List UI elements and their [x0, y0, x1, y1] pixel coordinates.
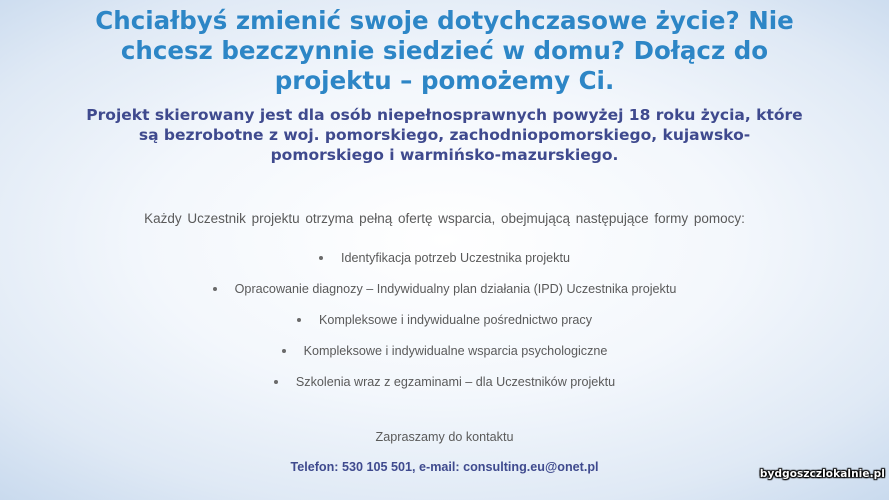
headline [60, 6, 829, 96]
list-item [0, 242, 889, 273]
subheadline-line: są bezrobotne z woj. pomorskiego, zachodniopomorskiego, kujawsko- [138, 126, 751, 144]
list-item [0, 273, 889, 304]
headline-line: projektu – pomożemy Ci. [274, 66, 615, 95]
headline-line: Chciałbyś zmienić swoje dotychczasowe życie? Nie [95, 6, 794, 35]
site-watermark: bydgoszczlokalnie.pl [759, 468, 885, 480]
bullet-icon [319, 256, 323, 260]
subheadline [60, 105, 829, 165]
list-item [0, 366, 889, 397]
support-forms-list [0, 242, 889, 397]
subheadline-line: pomorskiego i warmińsko-mazurskiego. [270, 146, 619, 164]
bullet-icon [282, 349, 286, 353]
list-item-label: Opracowanie diagnozy – Indywidualny plan działania (IPD) Uczestnika projektu [234, 281, 677, 296]
headline-line: chcesz bezczynnie siedzieć w domu? Dołącz do [120, 36, 769, 65]
invite-text: Zapraszamy do kontaktu [375, 430, 514, 444]
list-item-label: Kompleksowe i indywidualne wsparcia psychologiczne [303, 343, 608, 358]
intro-text: Każdy Uczestnik projektu otrzyma pełną ofertę wsparcia, obejmującą następujące formy pomocy: [144, 211, 745, 226]
list-item-label: Kompleksowe i indywidualne pośrednictwo pracy [318, 312, 592, 327]
bullet-icon [297, 318, 301, 322]
bullet-icon [213, 287, 217, 291]
bullet-icon [274, 380, 278, 384]
subheadline-line: Projekt skierowany jest dla osób niepełnosprawnych powyżej 18 roku życia, które [86, 106, 803, 124]
list-item-label: Identyfikacja potrzeb Uczestnika projektu [341, 250, 570, 265]
list-item [0, 304, 889, 335]
list-item [0, 335, 889, 366]
list-item-label: Szkolenia wraz z egzaminami – dla Uczestników projektu [295, 374, 616, 389]
contact-info: Telefon: 530 105 501, e-mail: consulting.eu@onet.pl [290, 460, 599, 474]
